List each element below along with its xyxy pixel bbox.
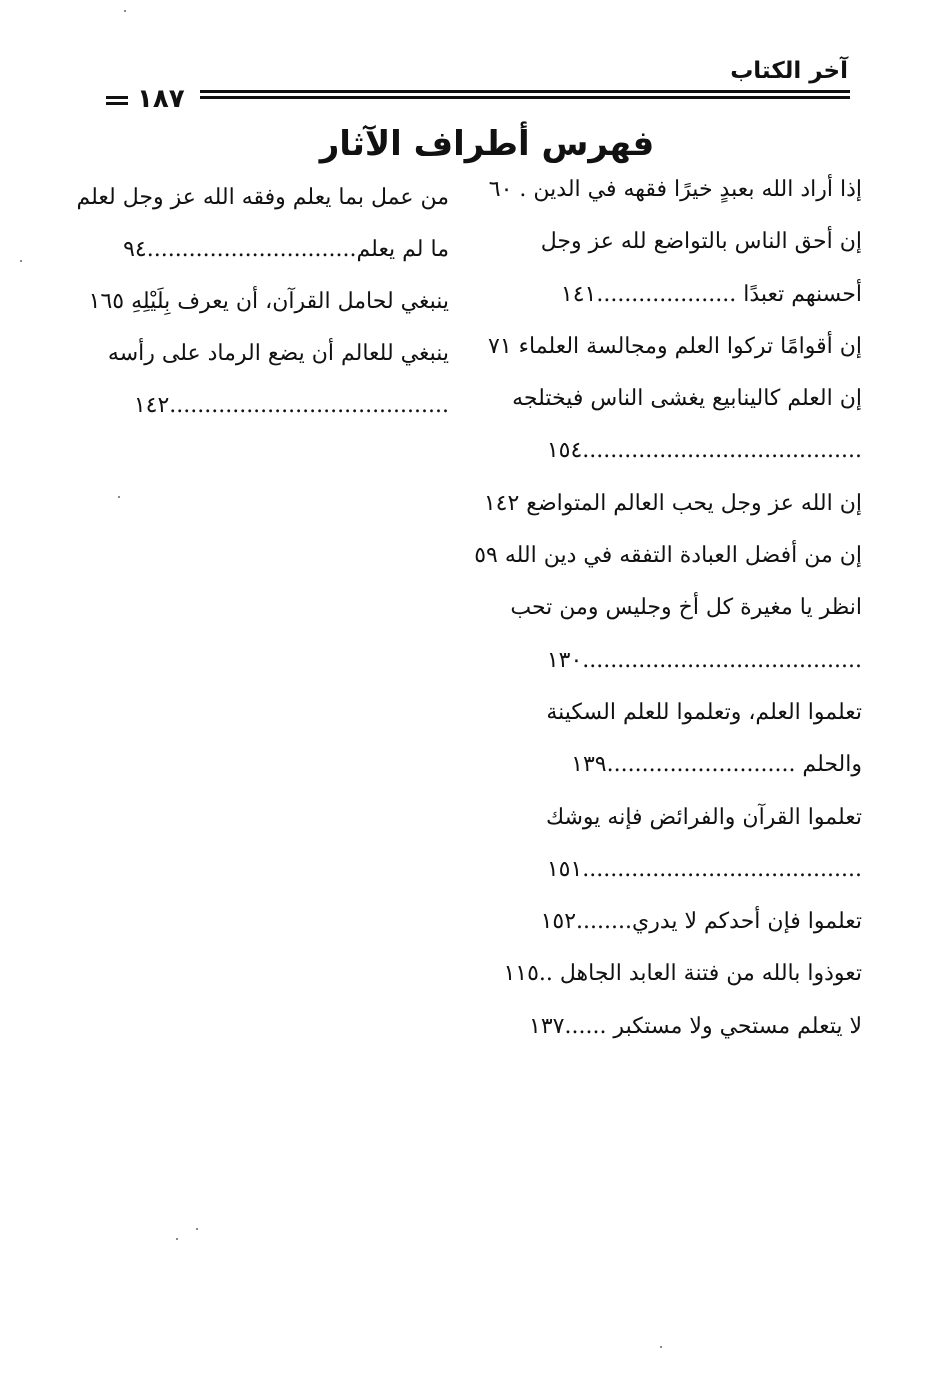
scan-speck (118, 496, 120, 498)
index-line: ينبغي للعالم أن يضع الرماد على رأسه (107, 341, 449, 366)
index-column-left (76, 172, 449, 432)
index-line: تعلموا العلم، وتعلموا للعلم السكينة (546, 699, 862, 725)
index-line: ........................................١٥٤ (546, 438, 862, 464)
index-line: والحلم ...........................١٣٩ (571, 752, 862, 778)
index-line: ........................................١٣٠ (546, 647, 862, 673)
index-column-right (474, 164, 862, 1053)
index-line: ينبغي لحامل القرآن، أن يعرف بِلَيْلِهِ ١٦٥ (88, 289, 449, 314)
index-line: إذا أراد الله بعبدٍ خيرًا فقهه في الدين . ٦٠ (488, 177, 862, 202)
page-title: فهرس أطراف الآثار (319, 124, 655, 164)
index-line: تعوذوا بالله من فتنة العابد الجاهل ..١١٥ (503, 961, 862, 987)
index-line: ........................................١٤٢ (133, 393, 449, 418)
index-line: من عمل بما يعلم وفقه الله عز وجل لعلم (76, 185, 449, 210)
index-line: إن أحق الناس بالتواضع لله عز وجل (540, 229, 862, 255)
scan-speck (124, 10, 126, 12)
index-line: لا يتعلم مستحي ولا مستكبر ......١٣٧ (529, 1013, 862, 1039)
scan-speck (196, 1228, 198, 1230)
header-rule (200, 90, 850, 102)
index-line: إن أقوامًا تركوا العلم ومجالسة العلماء ٧١ (488, 333, 862, 359)
index-line: ........................................١٥١ (546, 856, 862, 882)
index-line: انظر يا مغيرة كل أخ وجليس ومن تحب (510, 595, 862, 621)
index-line: إن الله عز وجل يحب العالم المتواضع ١٤٢ (483, 490, 862, 516)
scan-speck (20, 260, 22, 262)
scan-speck (176, 1238, 178, 1240)
page-number: ١٨٧ (137, 84, 185, 114)
index-line: تعلموا القرآن والفرائض فإنه يوشك (545, 804, 862, 830)
scan-speck (660, 1346, 662, 1348)
index-line: ما لم يعلم..............................٩٤ (123, 237, 449, 262)
index-line: إن العلم كالينابيع يغشى الناس فيختلجه (512, 386, 862, 412)
index-line: أحسنهم تعبدًا ....................١٤١ (560, 281, 862, 307)
index-line: إن من أفضل العبادة التفقه في دين الله ٥٩ (474, 543, 862, 569)
index-line: تعلموا فإن أحدكم لا يدري........١٥٢ (540, 909, 862, 935)
running-title: آخر الكتاب (730, 58, 848, 84)
page-number-dash (106, 96, 128, 108)
